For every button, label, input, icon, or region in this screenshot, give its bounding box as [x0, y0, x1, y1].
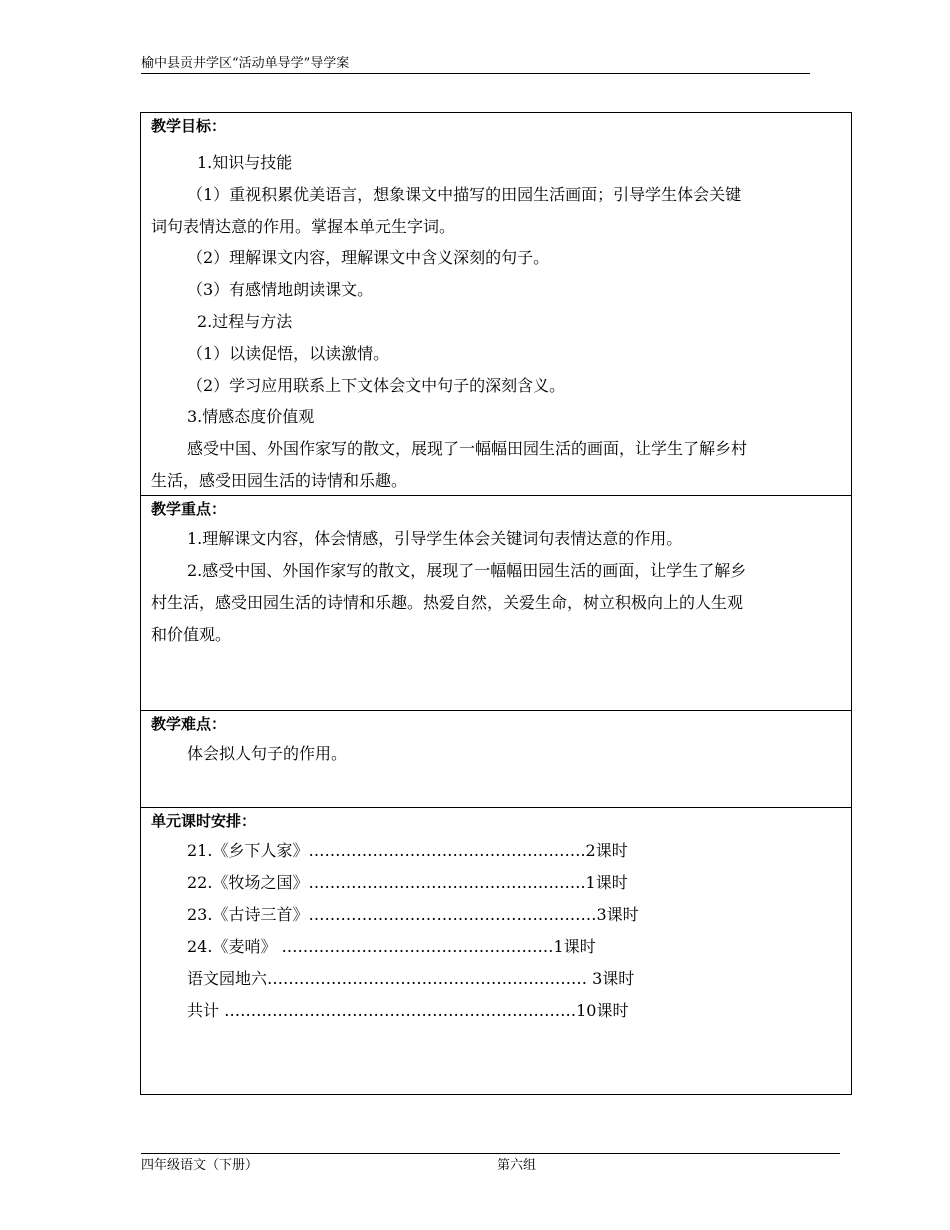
- difficulties-line: 体会拟人句子的作用。: [187, 744, 348, 763]
- objectives-line: 3.情感态度价值观: [187, 407, 315, 427]
- objectives-line: 感受中国、外国作家写的散文，展现了一幅幅田园生活的画面，让学生了解乡村: [187, 439, 748, 459]
- schedule-line: 共计 …………………………………………………………10课时: [187, 1001, 629, 1020]
- difficulties-body: [151, 738, 841, 770]
- schedule-line: 语文园地六…………………………………………………… 3课时: [187, 969, 635, 988]
- objectives-line: （2）理解课文内容，理解课文中含义深刻的句子。: [187, 248, 550, 268]
- objectives-title: 教学目标：: [151, 117, 227, 135]
- schedule-section: [141, 807, 851, 1094]
- footer-group-label: 第六组: [497, 1158, 537, 1173]
- footer-grade-label: 四年级语文（下册）: [141, 1158, 259, 1173]
- objectives-line: （1）重视积累优美语言，想象课文中描写的田园生活画面；引导学生体会关键: [187, 184, 742, 204]
- schedule-body: [151, 835, 841, 1027]
- footer-rule: [141, 1153, 840, 1154]
- key-points-line: 村生活，感受田园生活的诗情和乐趣。热爱自然，关爱生命，树立积极向上的人生观: [151, 593, 744, 612]
- objectives-line: （1）以读促悟，以读激情。: [187, 343, 390, 363]
- lesson-plan-table: [140, 112, 852, 1095]
- key-points-line: 2.感受中国、外国作家写的散文，展现了一幅幅田园生活的画面，让学生了解乡: [187, 561, 747, 580]
- difficulties-title: 教学难点：: [151, 715, 227, 733]
- objectives-section: [141, 113, 851, 495]
- schedule-line: 24.《麦哨》 ……………………………………………1课时: [187, 937, 596, 956]
- schedule-title: 单元课时安排：: [151, 812, 257, 830]
- key-points-section: [141, 495, 851, 710]
- objectives-body: [151, 147, 841, 497]
- objectives-line: 1.知识与技能: [197, 153, 293, 172]
- objectives-line: （2）学习应用联系上下文体会文中句子的深刻含义。: [187, 375, 566, 395]
- difficulties-section: [141, 710, 851, 807]
- schedule-line: 22.《牧场之国》…………………………………………….1课时: [187, 873, 628, 892]
- header-rule: [141, 73, 810, 74]
- objectives-line: 2.过程与方法: [197, 311, 293, 331]
- schedule-line: 23.《古诗三首》………………………………………………3课时: [187, 905, 639, 924]
- key-points-line: 1.理解课文内容，体会情感，引导学生体会关键词句表情达意的作用。: [187, 529, 683, 548]
- key-points-line: 和价值观。: [151, 625, 232, 644]
- page-header-title: 榆中县贡井学区“活动单导学”导学案: [141, 56, 350, 71]
- schedule-line: 21.《乡下人家》…………………………………………….2课时: [187, 841, 628, 860]
- key-points-title: 教学重点：: [151, 500, 227, 518]
- objectives-line: （3）有感情地朗读课文。: [187, 280, 374, 300]
- key-points-body: [151, 523, 841, 651]
- objectives-line: 生活，感受田园生活的诗情和乐趣。: [151, 470, 408, 490]
- objectives-line: 词句表情达意的作用。掌握本单元生字词。: [151, 216, 456, 236]
